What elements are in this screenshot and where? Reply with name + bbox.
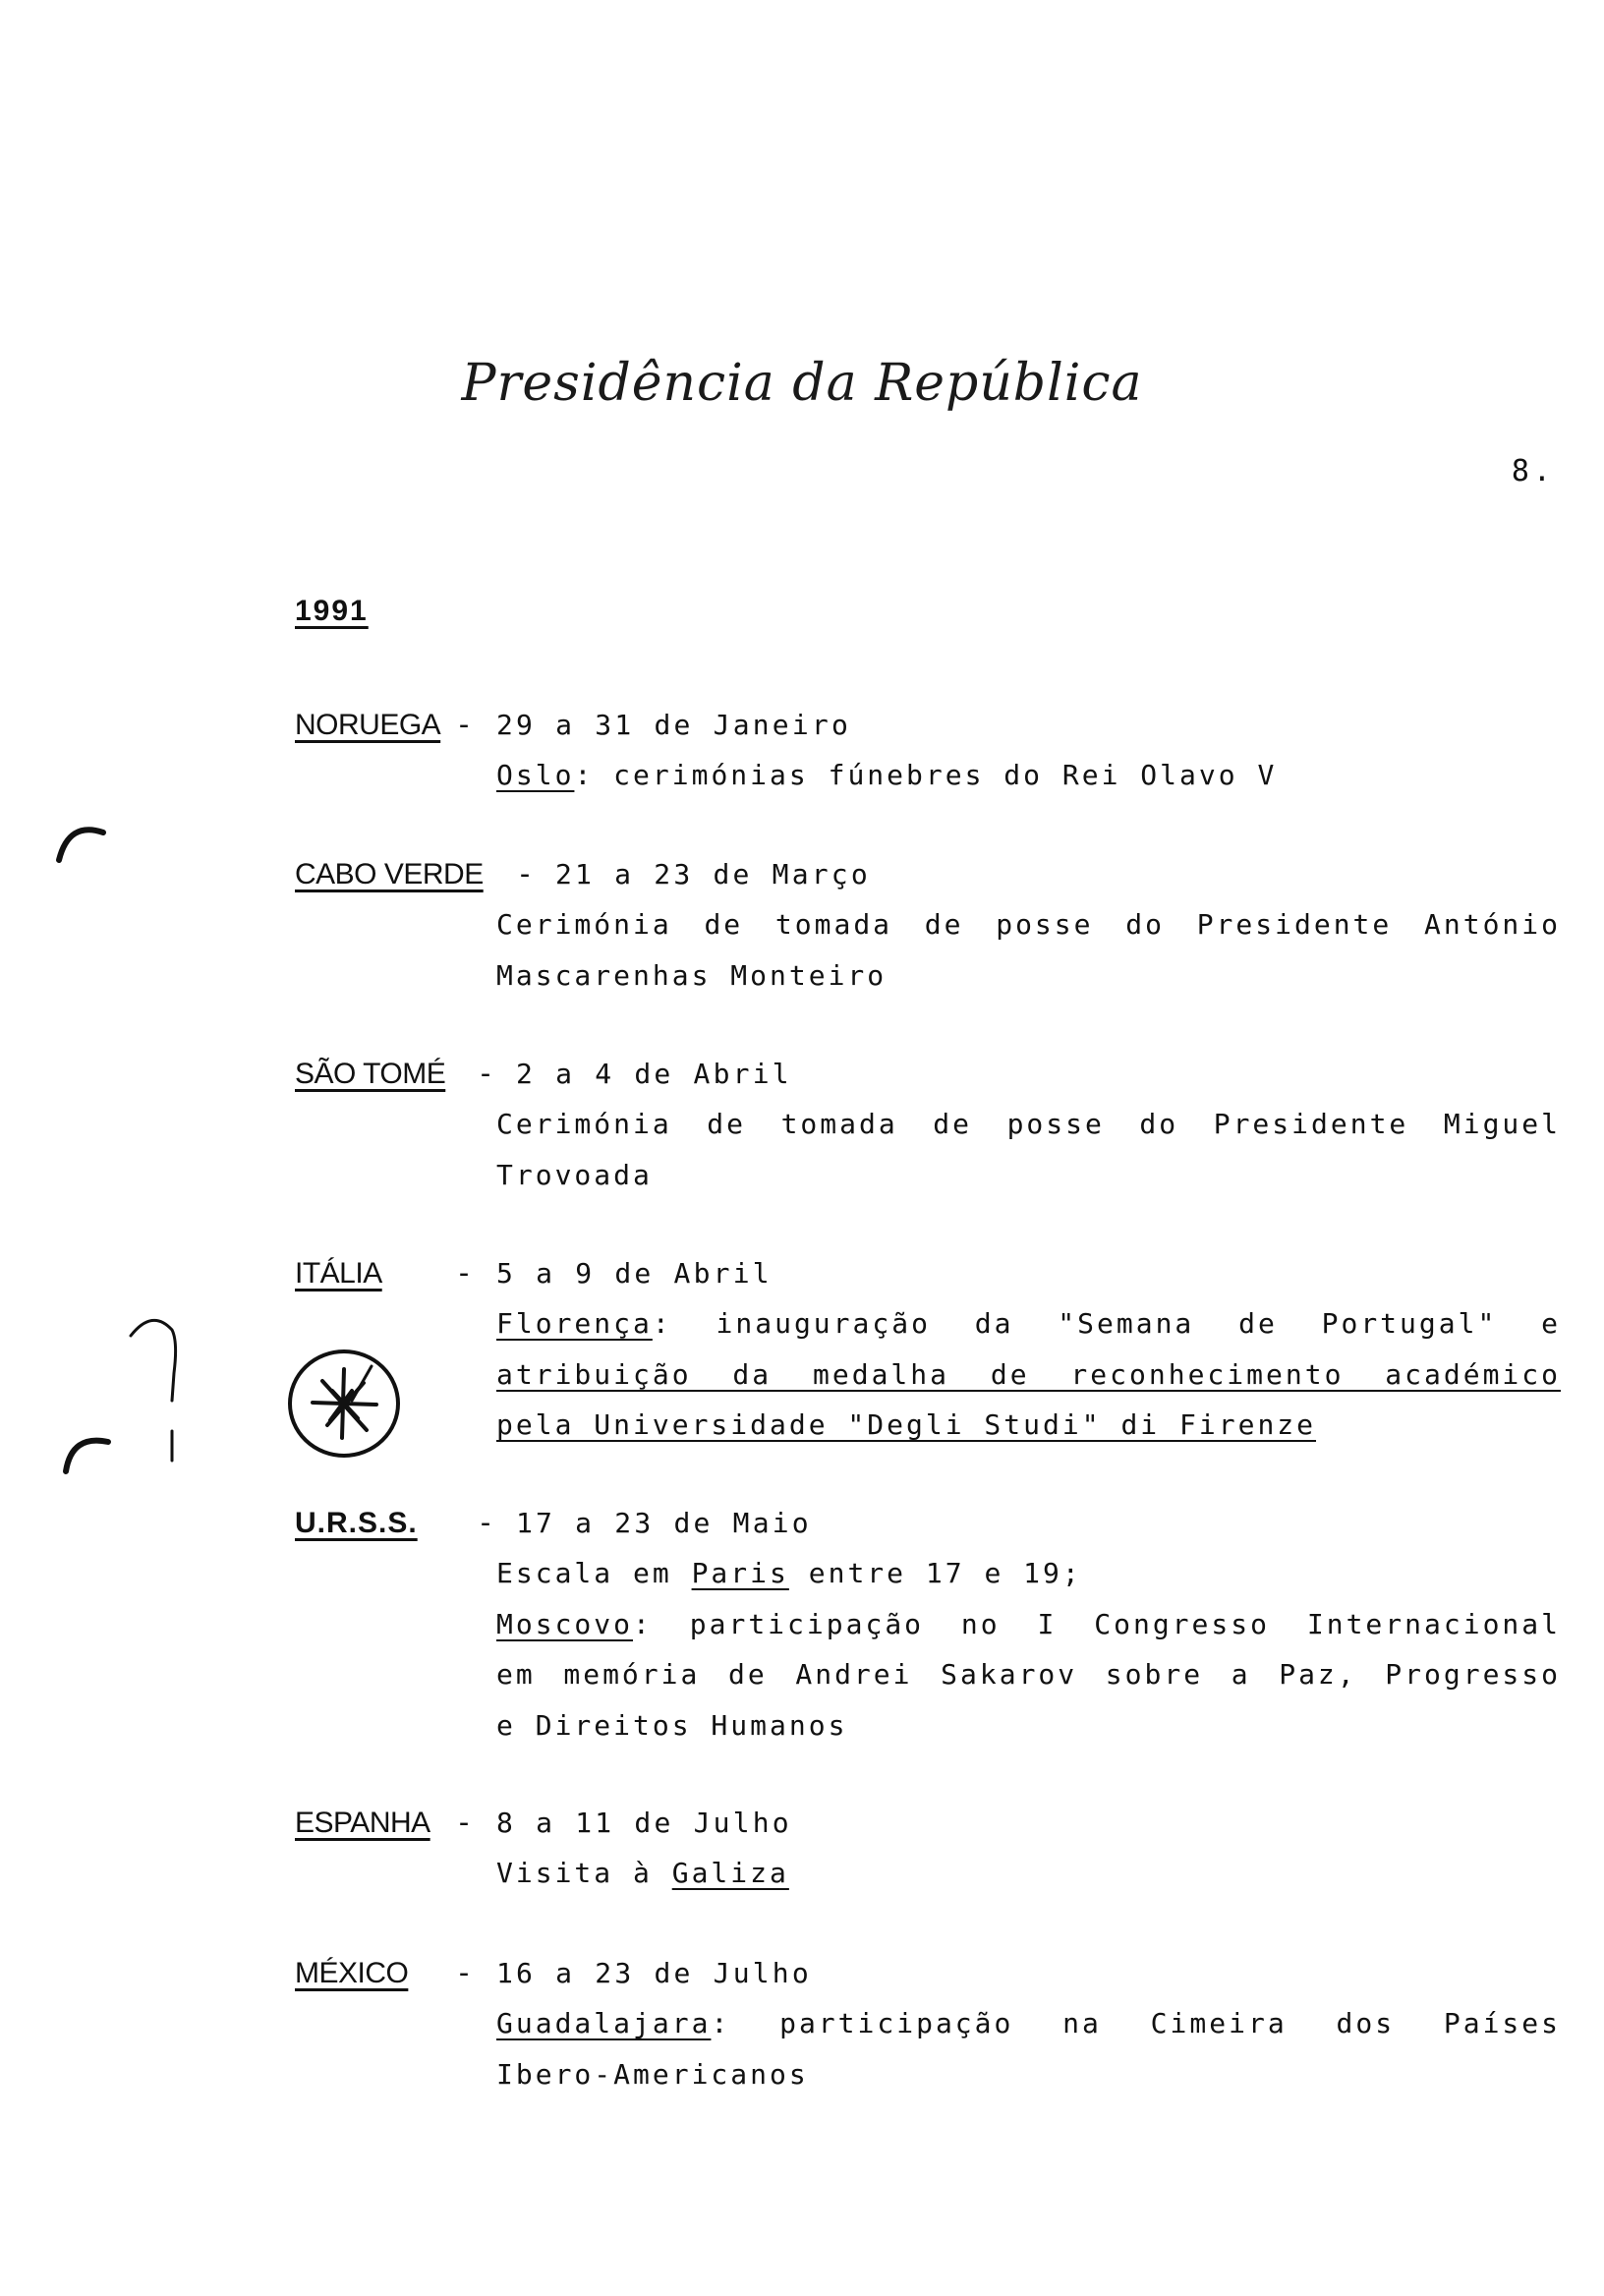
- description-line: Cerimónia de tomada de posse do Presidente António: [496, 908, 1561, 941]
- description-line: pela Universidade "Degli Studi" di Firenze: [496, 1408, 1317, 1441]
- curved-mark-icon: [54, 1420, 123, 1479]
- dash-separator: -: [455, 1956, 474, 1990]
- description-line: Cerimónia de tomada de posse do Presidente Miguel: [496, 1108, 1561, 1140]
- dash-separator: -: [455, 1806, 474, 1840]
- visit-description: [496, 1848, 1561, 1899]
- dash-separator: -: [455, 1256, 474, 1291]
- description-line: e Direitos Humanos: [496, 1708, 848, 1742]
- visit-date: 5 a 9 de Abril: [496, 1257, 773, 1290]
- place-name: Galiza: [671, 1857, 789, 1889]
- dash-separator: -: [477, 1057, 495, 1091]
- country-name: U.R.S.S.: [295, 1507, 418, 1539]
- visit-description: [496, 1099, 1561, 1200]
- place-name: Paris: [691, 1557, 789, 1589]
- country-name: MÉXICO: [295, 1957, 409, 1989]
- place-name: Guadalajara: [496, 2007, 712, 2039]
- visit-date: 29 a 31 de Janeiro: [496, 709, 852, 741]
- description-line: Visita à Galiza: [496, 1857, 789, 1889]
- description-line: Oslo: cerimónias fúnebres do Rei Olavo V: [496, 759, 1278, 791]
- description-line: Mascarenhas Monteiro: [496, 958, 888, 992]
- description-line: em memória de Andrei Sakarov sobre a Paz, Progresso: [496, 1658, 1561, 1691]
- letterhead: Presidência da República: [461, 354, 1143, 413]
- country-name: ESPANHA: [295, 1807, 430, 1839]
- page-number: 8.: [1511, 454, 1555, 488]
- visit-description: [496, 1998, 1561, 2099]
- curved-mark-icon: [49, 811, 118, 870]
- country-name: CABO VERDE: [295, 858, 484, 890]
- visit-date: 21 a 23 de Março: [555, 858, 871, 890]
- visit-description: [496, 750, 1561, 801]
- year-heading: 1991: [295, 595, 369, 627]
- description-line: Florença: inauguração da "Semana de Portugal" e: [496, 1307, 1561, 1340]
- place-name: Moscovo: [496, 1607, 634, 1640]
- description-line: Escala em Paris entre 17 e 19;: [496, 1557, 1082, 1589]
- country-name: ITÁLIA: [295, 1257, 382, 1290]
- description-line: atribuição da medalha de reconhecimento académico: [496, 1357, 1561, 1391]
- country-name: NORUEGA: [295, 709, 441, 741]
- description-line: Moscovo: participação no I Congresso Internacional: [496, 1607, 1561, 1640]
- description-line: Guadalajara: participação na Cimeira dos Países: [496, 2007, 1561, 2039]
- place-name: Oslo: [496, 759, 575, 791]
- visit-description: [496, 899, 1561, 1001]
- visit-date: 2 a 4 de Abril: [516, 1058, 792, 1090]
- country-name: SÃO TOMÉ: [295, 1058, 446, 1090]
- pen-stroke-icon: [165, 1427, 179, 1466]
- visit-date: 16 a 23 de Julho: [496, 1957, 812, 1989]
- dash-separator: -: [455, 708, 474, 742]
- description-line: Ibero-Americanos: [496, 2057, 809, 2091]
- visit-description: [496, 1548, 1561, 1751]
- circled-scribble-stamp-icon: [283, 1342, 411, 1464]
- description-line: Trovoada: [496, 1158, 653, 1191]
- dash-separator: -: [516, 857, 535, 891]
- question-mark-scribble-icon: [123, 1312, 192, 1410]
- place-name: Florença: [496, 1307, 653, 1340]
- visit-date: 17 a 23 de Maio: [516, 1507, 812, 1539]
- dash-separator: -: [477, 1506, 495, 1540]
- visit-date: 8 a 11 de Julho: [496, 1807, 792, 1839]
- visit-description: [496, 1298, 1561, 1451]
